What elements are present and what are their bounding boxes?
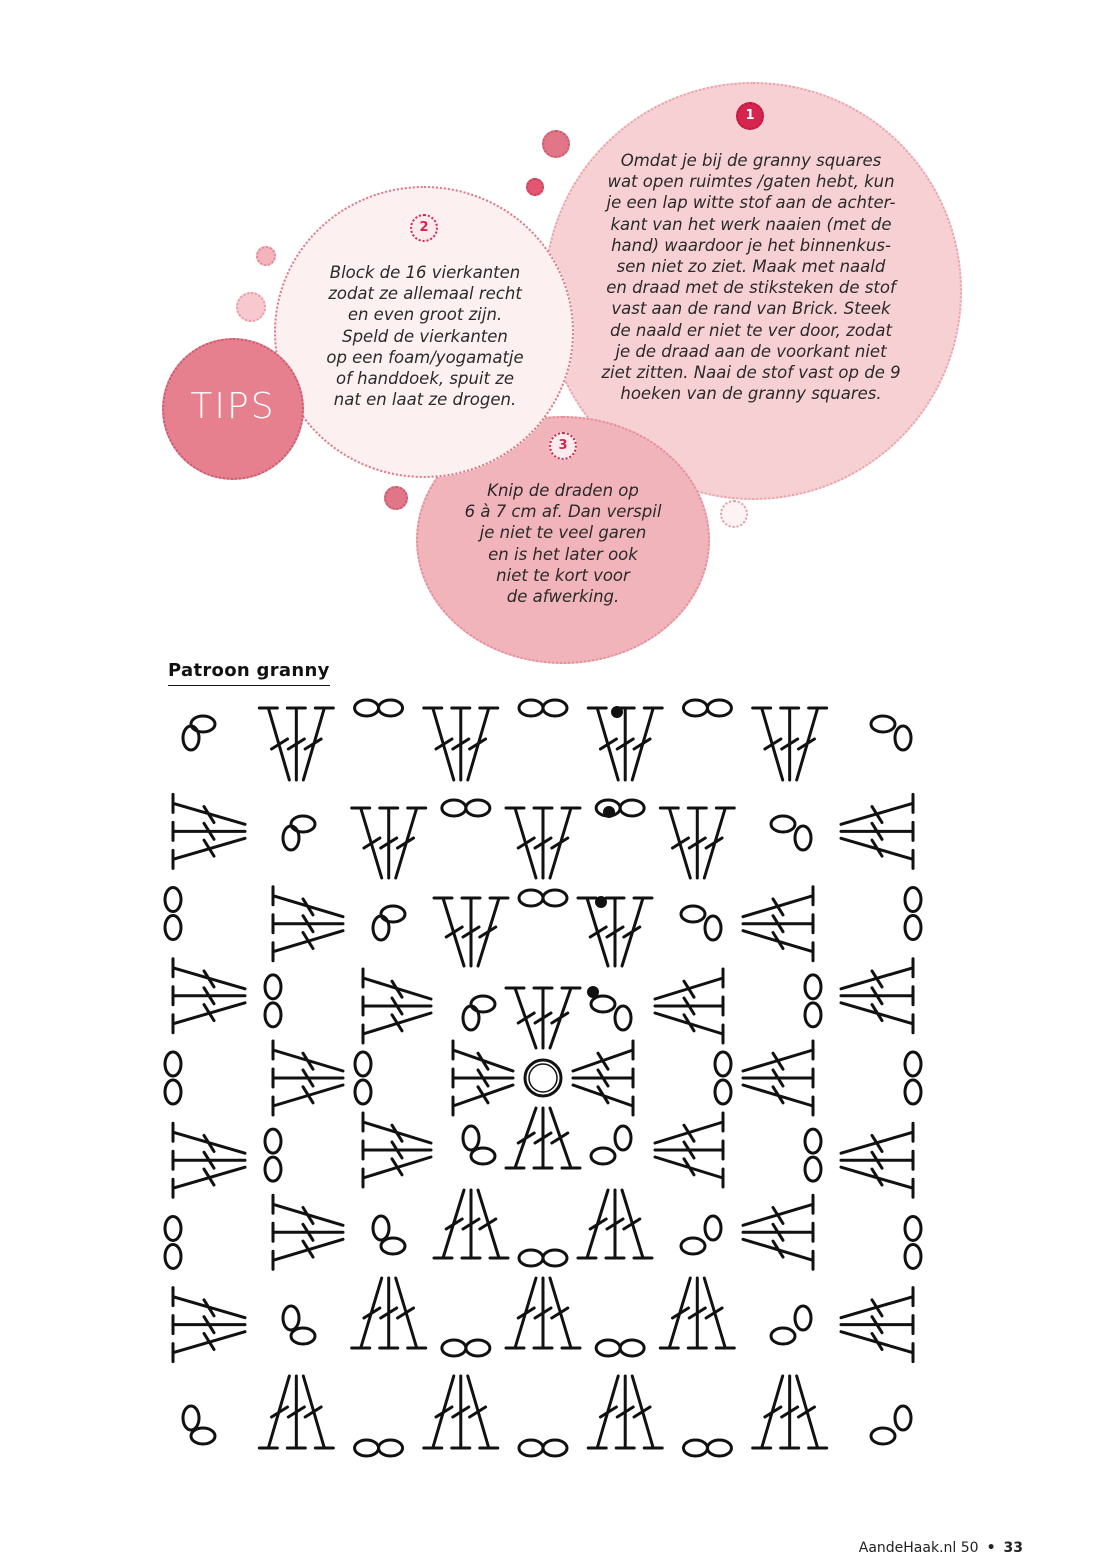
slip-stitch: [587, 986, 599, 998]
magic-ring: [525, 1060, 561, 1096]
chain-stitch: [519, 700, 543, 716]
treble-stitch: [655, 969, 723, 999]
treble-stitch: [550, 1278, 580, 1348]
treble-cluster: [588, 708, 662, 780]
treble-stitch: [424, 708, 454, 780]
treble-stitch: [655, 1157, 723, 1187]
treble-stitch: [841, 1151, 913, 1169]
treble-stitch: [273, 1041, 343, 1071]
chain-stitch: [620, 800, 644, 816]
chain-stitch: [291, 816, 315, 832]
treble-cluster: [273, 887, 343, 961]
treble-stitch: [273, 1223, 343, 1241]
treble-stitch: [655, 1013, 723, 1043]
treble-stitch: [655, 997, 723, 1015]
treble-cluster: [655, 1113, 723, 1187]
treble-stitch: [550, 988, 580, 1048]
treble-cluster: [578, 1190, 652, 1258]
treble-stitch: [550, 1108, 580, 1168]
treble-stitch: [352, 1278, 382, 1348]
chain-stitch: [771, 1328, 795, 1344]
treble-cluster: [660, 1278, 734, 1348]
chain-stitch: [905, 1244, 921, 1268]
chain-stitch: [591, 1148, 615, 1164]
treble-stitch: [506, 988, 536, 1048]
treble-cluster: [578, 898, 652, 966]
treble-stitch: [273, 1069, 343, 1087]
treble-stitch: [622, 1190, 652, 1258]
treble-cluster: [259, 708, 333, 780]
treble-stitch: [841, 838, 913, 868]
treble-stitch: [655, 1141, 723, 1159]
chain-stitch: [871, 716, 895, 732]
treble-stitch: [506, 1278, 536, 1348]
chain-stitch: [165, 1080, 181, 1104]
treble-stitch: [534, 1278, 552, 1348]
treble-stitch: [453, 1069, 513, 1087]
chain-stitch: [543, 1250, 567, 1266]
chain-stitch: [165, 1244, 181, 1268]
treble-stitch: [841, 1003, 913, 1033]
footer-magazine: AandeHaak.nl 50: [858, 1540, 979, 1556]
chain-stitch: [615, 1126, 631, 1150]
treble-cluster: [363, 1113, 431, 1187]
treble-stitch: [173, 959, 245, 989]
chain-stitch: [895, 726, 911, 750]
chain-stitch: [265, 1129, 281, 1153]
treble-stitch: [573, 1041, 633, 1071]
treble-stitch: [453, 1041, 513, 1071]
chain-stitch: [355, 1080, 371, 1104]
treble-cluster: [743, 1195, 813, 1269]
treble-stitch: [173, 1316, 245, 1334]
chain-stitch: [543, 890, 567, 906]
treble-stitch: [287, 708, 305, 780]
treble-stitch: [273, 1195, 343, 1225]
treble-stitch: [588, 1376, 618, 1448]
treble-stitch: [616, 1376, 634, 1448]
treble-cluster: [655, 969, 723, 1043]
treble-stitch: [753, 1376, 783, 1448]
treble-stitch: [273, 915, 343, 933]
treble-stitch: [688, 1278, 706, 1348]
treble-stitch: [534, 988, 552, 1048]
treble-stitch: [688, 808, 706, 878]
chain-stitch: [265, 1003, 281, 1027]
treble-stitch: [578, 898, 608, 966]
slip-stitch: [611, 706, 623, 718]
treble-stitch: [622, 898, 652, 966]
chain-stitch: [466, 1340, 490, 1356]
treble-stitch: [363, 969, 431, 999]
tips-heading: TIPS: [190, 386, 276, 427]
treble-stitch: [173, 838, 245, 868]
treble-cluster: [743, 887, 813, 961]
magic-ring-inner: [529, 1064, 557, 1092]
chain-stitch: [771, 816, 795, 832]
slip-stitch: [595, 896, 607, 908]
treble-cluster: [841, 1288, 913, 1362]
treble-cluster: [743, 1041, 813, 1115]
treble-stitch: [287, 1376, 305, 1448]
treble-stitch: [434, 898, 464, 966]
treble-stitch: [743, 887, 813, 917]
treble-cluster: [506, 1278, 580, 1348]
tip-2-number: 2: [410, 214, 438, 242]
chain-stitch: [165, 888, 181, 912]
treble-stitch: [363, 1013, 431, 1043]
treble-stitch: [743, 1239, 813, 1269]
chain-stitch: [705, 916, 721, 940]
treble-stitch: [781, 1376, 799, 1448]
chain-stitch: [681, 906, 705, 922]
treble-stitch: [841, 1332, 913, 1362]
treble-cluster: [753, 708, 827, 780]
chain-stitch: [519, 890, 543, 906]
chain-stitch: [165, 916, 181, 940]
chain-stitch: [683, 1440, 707, 1456]
treble-stitch: [743, 1085, 813, 1115]
treble-stitch: [468, 708, 498, 780]
treble-stitch: [704, 808, 734, 878]
treble-stitch: [173, 987, 245, 1005]
treble-stitch: [841, 1123, 913, 1153]
treble-stitch: [660, 1278, 690, 1348]
treble-stitch: [606, 1190, 624, 1258]
chain-stitch: [543, 1440, 567, 1456]
treble-stitch: [588, 708, 618, 780]
chain-stitch: [519, 1250, 543, 1266]
tip-2-text: Block de 16 vierkanten zodat ze allemaal recht en even groot zijn. Speld de vierkanten op een foam/yogamatje of handdoek, spuit ze nat en laat ze drogen.: [326, 263, 524, 410]
chain-stitch: [463, 1006, 479, 1030]
treble-stitch: [173, 1332, 245, 1362]
tip-3-number: 3: [549, 432, 577, 460]
chain-stitch: [805, 975, 821, 999]
chain-stitch: [379, 1440, 403, 1456]
chain-stitch: [707, 700, 731, 716]
treble-cluster: [173, 1288, 245, 1362]
treble-stitch: [841, 987, 913, 1005]
chain-stitch: [805, 1129, 821, 1153]
treble-stitch: [743, 1041, 813, 1071]
treble-stitch: [743, 1223, 813, 1241]
treble-stitch: [173, 1167, 245, 1197]
treble-cluster: [424, 1376, 498, 1448]
chain-stitch: [795, 1306, 811, 1330]
treble-stitch: [655, 1113, 723, 1143]
chain-stitch: [683, 700, 707, 716]
chain-stitch: [355, 1052, 371, 1076]
tip-3-text: Knip de draden op 6 à 7 cm af. Dan verspil je niet te veel garen en is het later ook niet te kort voor de afwerking.: [464, 481, 662, 607]
chain-stitch: [373, 1216, 389, 1240]
page-number: 33: [1003, 1540, 1023, 1556]
treble-stitch: [704, 1278, 734, 1348]
treble-stitch: [534, 1108, 552, 1168]
chain-stitch: [519, 1440, 543, 1456]
chain-stitch: [463, 1126, 479, 1150]
treble-stitch: [781, 708, 799, 780]
treble-cluster: [352, 1278, 426, 1348]
treble-cluster: [588, 1376, 662, 1448]
treble-cluster: [660, 808, 734, 878]
chain-stitch: [905, 1052, 921, 1076]
treble-stitch: [259, 1376, 289, 1448]
chain-stitch: [715, 1080, 731, 1104]
treble-stitch: [632, 708, 662, 780]
chain-stitch: [183, 1406, 199, 1430]
treble-stitch: [434, 1190, 464, 1258]
treble-stitch: [841, 1316, 913, 1334]
chain-stitch: [183, 726, 199, 750]
treble-stitch: [173, 1288, 245, 1318]
treble-stitch: [462, 898, 480, 966]
treble-stitch: [273, 931, 343, 961]
treble-cluster: [173, 1123, 245, 1197]
chain-stitch: [355, 700, 379, 716]
chain-stitch: [355, 1440, 379, 1456]
treble-stitch: [396, 1278, 426, 1348]
chain-stitch: [707, 1440, 731, 1456]
treble-cluster: [753, 1376, 827, 1448]
treble-stitch: [273, 887, 343, 917]
pattern-title: Patroon granny: [168, 660, 330, 686]
treble-stitch: [573, 1085, 633, 1115]
treble-stitch: [797, 1376, 827, 1448]
treble-cluster: [273, 1041, 343, 1115]
chain-stitch: [895, 1406, 911, 1430]
treble-stitch: [303, 1376, 333, 1448]
chain-stitch: [681, 1238, 705, 1254]
treble-stitch: [352, 808, 382, 878]
treble-cluster: [434, 1190, 508, 1258]
treble-stitch: [616, 708, 634, 780]
chain-stitch: [265, 1157, 281, 1181]
treble-stitch: [462, 1190, 480, 1258]
treble-cluster: [363, 969, 431, 1043]
treble-cluster: [506, 1108, 580, 1168]
chain-stitch: [596, 1340, 620, 1356]
treble-stitch: [396, 808, 426, 878]
treble-stitch: [478, 1190, 508, 1258]
chain-stitch: [442, 1340, 466, 1356]
chain-stitch: [466, 800, 490, 816]
treble-stitch: [753, 708, 783, 780]
chain-stitch: [591, 996, 615, 1012]
chain-stitch: [805, 1003, 821, 1027]
treble-stitch: [303, 708, 333, 780]
treble-stitch: [363, 997, 431, 1015]
treble-stitch: [468, 1376, 498, 1448]
treble-cluster: [352, 808, 426, 878]
page-footer: [859, 1540, 1023, 1556]
treble-stitch: [743, 1195, 813, 1225]
chain-stitch: [795, 826, 811, 850]
treble-stitch: [632, 1376, 662, 1448]
treble-stitch: [578, 1190, 608, 1258]
treble-stitch: [173, 1123, 245, 1153]
chain-stitch: [620, 1340, 644, 1356]
treble-stitch: [550, 808, 580, 878]
tip-1-number: 1: [736, 102, 764, 130]
treble-stitch: [797, 708, 827, 780]
treble-stitch: [273, 1085, 343, 1115]
treble-stitch: [173, 1151, 245, 1169]
chain-stitch: [471, 996, 495, 1012]
treble-stitch: [743, 1069, 813, 1087]
treble-stitch: [453, 1085, 513, 1115]
treble-stitch: [506, 1108, 536, 1168]
chain-stitch: [265, 975, 281, 999]
tip-1-text: Omdat je bij de granny squares wat open ruimtes /gaten hebt, kun je een lap witte stof aan de achter- kant van het werk naaien (met de hand) waardoor je het binnenkus- sen niet zo ziet. Maak met naald en draad met de stiksteken de stof vast aan de rand van Brick. Steek de naald er niet te ver door, zodat je de draad aan de voorkant niet ziet zitten. Naai de stof vast op de 9 hoeken van de granny squares.: [601, 151, 901, 404]
treble-cluster: [173, 959, 245, 1033]
treble-stitch: [743, 931, 813, 961]
treble-cluster: [273, 1195, 343, 1269]
treble-stitch: [534, 808, 552, 878]
treble-stitch: [841, 959, 913, 989]
chain-stitch: [905, 888, 921, 912]
treble-stitch: [173, 1003, 245, 1033]
treble-stitch: [452, 708, 470, 780]
chain-stitch: [165, 1052, 181, 1076]
chain-stitch: [805, 1157, 821, 1181]
chain-stitch: [715, 1052, 731, 1076]
treble-stitch: [259, 708, 289, 780]
treble-stitch: [841, 822, 913, 840]
chain-stitch: [905, 1080, 921, 1104]
treble-stitch: [452, 1376, 470, 1448]
treble-stitch: [424, 1376, 454, 1448]
treble-cluster: [506, 988, 580, 1048]
treble-cluster: [259, 1376, 333, 1448]
chain-stitch: [373, 916, 389, 940]
treble-cluster: [424, 708, 498, 780]
treble-stitch: [841, 1167, 913, 1197]
treble-stitch: [573, 1069, 633, 1087]
chain-stitch: [705, 1216, 721, 1240]
treble-stitch: [478, 898, 508, 966]
treble-cluster: [506, 808, 580, 878]
treble-stitch: [743, 915, 813, 933]
treble-stitch: [380, 1278, 398, 1348]
treble-stitch: [380, 808, 398, 878]
chain-stitch: [283, 826, 299, 850]
treble-cluster: [434, 898, 508, 966]
treble-cluster: [841, 1123, 913, 1197]
treble-stitch: [606, 898, 624, 966]
treble-cluster: [453, 1041, 513, 1115]
chain-stitch: [165, 1216, 181, 1240]
chain-stitch: [379, 700, 403, 716]
chain-stitch: [442, 800, 466, 816]
treble-stitch: [841, 794, 913, 824]
treble-stitch: [841, 1288, 913, 1318]
treble-stitch: [363, 1141, 431, 1159]
treble-stitch: [173, 822, 245, 840]
chain-stitch: [905, 1216, 921, 1240]
footer-bullet: •: [986, 1540, 996, 1556]
treble-cluster: [173, 794, 245, 868]
treble-stitch: [506, 808, 536, 878]
treble-cluster: [573, 1041, 633, 1115]
chain-stitch: [381, 906, 405, 922]
chain-stitch: [543, 700, 567, 716]
treble-cluster: [841, 794, 913, 868]
treble-stitch: [660, 808, 690, 878]
chain-stitch: [615, 1006, 631, 1030]
treble-cluster: [841, 959, 913, 1033]
chain-stitch: [283, 1306, 299, 1330]
chain-stitch: [191, 716, 215, 732]
chain-stitch: [871, 1428, 895, 1444]
chain-stitch: [905, 916, 921, 940]
treble-stitch: [363, 1113, 431, 1143]
treble-stitch: [363, 1157, 431, 1187]
slip-stitch: [603, 806, 615, 818]
treble-stitch: [173, 794, 245, 824]
treble-stitch: [273, 1239, 343, 1269]
